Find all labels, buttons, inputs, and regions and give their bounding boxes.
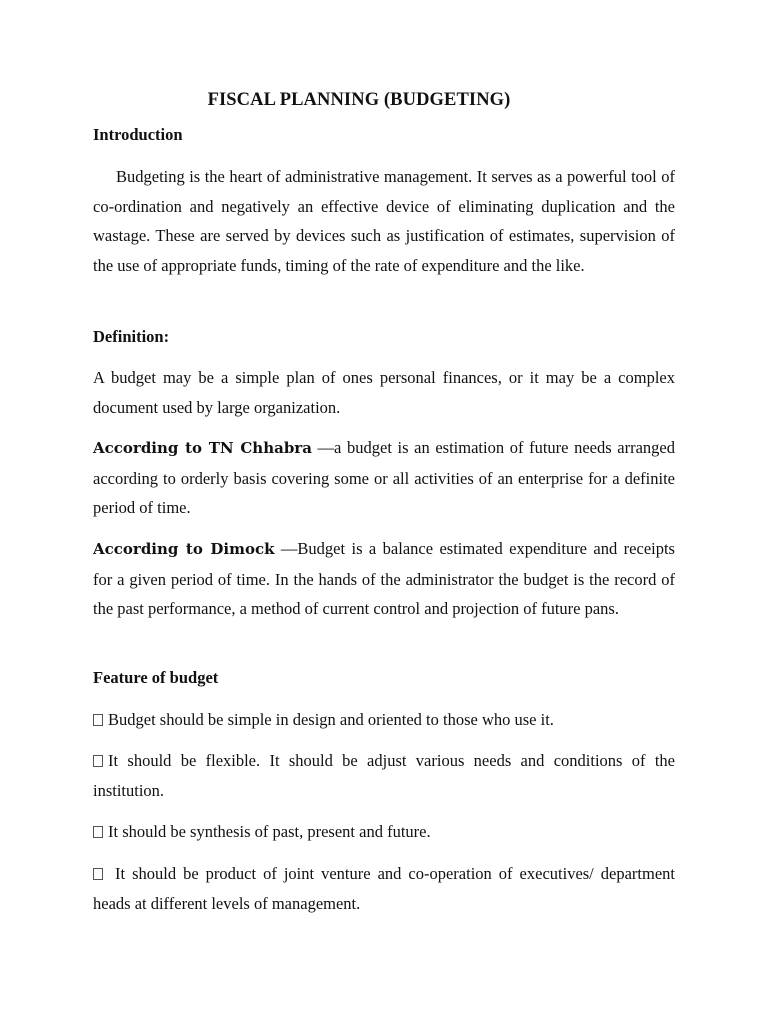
bullet-box-icon xyxy=(93,714,103,726)
feature-item-text: It should be flexible. It should be adjust various needs and conditions of the institution. xyxy=(93,751,675,800)
dimock-lead: According to Dimock xyxy=(93,540,275,558)
document-title: FISCAL PLANNING (BUDGETING) xyxy=(207,90,511,110)
dimock-text: —Budget is a balance estimated expenditure and receipts for a given period of time. In the hands of the administrator the budget is the record of the past performance, a method of current control and projection of future pans. xyxy=(93,539,675,619)
feature-item xyxy=(93,746,675,805)
definition-heading: Definition: xyxy=(93,327,170,346)
feature-item-text: It should be product of joint venture and co-operation of executives/ department heads at different levels of management. xyxy=(93,864,675,913)
definition-paragraph: A budget may be a simple plan of ones personal finances, or it may be a complex document used by large organization. xyxy=(93,368,675,417)
feature-item-text: It should be synthesis of past, present and future. xyxy=(108,822,431,841)
bullet-box-icon xyxy=(93,868,103,880)
feature-item-text: Budget should be simple in design and oriented to those who use it. xyxy=(108,710,554,729)
bullet-box-icon xyxy=(93,755,103,767)
chhabra-paragraph xyxy=(93,433,675,523)
chhabra-text: —a budget is an estimation of future needs arranged according to orderly basis covering some or all activities of an enterprise for a definite period of time. xyxy=(93,438,675,518)
chhabra-lead: According to TN Chhabra xyxy=(93,439,312,457)
feature-item xyxy=(93,705,675,735)
features-heading: Feature of budget xyxy=(93,668,219,687)
introduction-paragraph: Budgeting is the heart of administrative management. It serves as a powerful tool of co-ordination and negatively an effective device of eliminating duplication and the wastage. These are served by devices such as justification of estimates, supervision of the use of appropriate funds, timing of the rate of expenditure and the like. xyxy=(93,167,675,276)
introduction-heading: Introduction xyxy=(93,125,183,144)
dimock-paragraph xyxy=(93,534,675,624)
bullet-box-icon xyxy=(93,826,103,838)
feature-item xyxy=(93,817,675,847)
feature-item xyxy=(93,859,675,918)
